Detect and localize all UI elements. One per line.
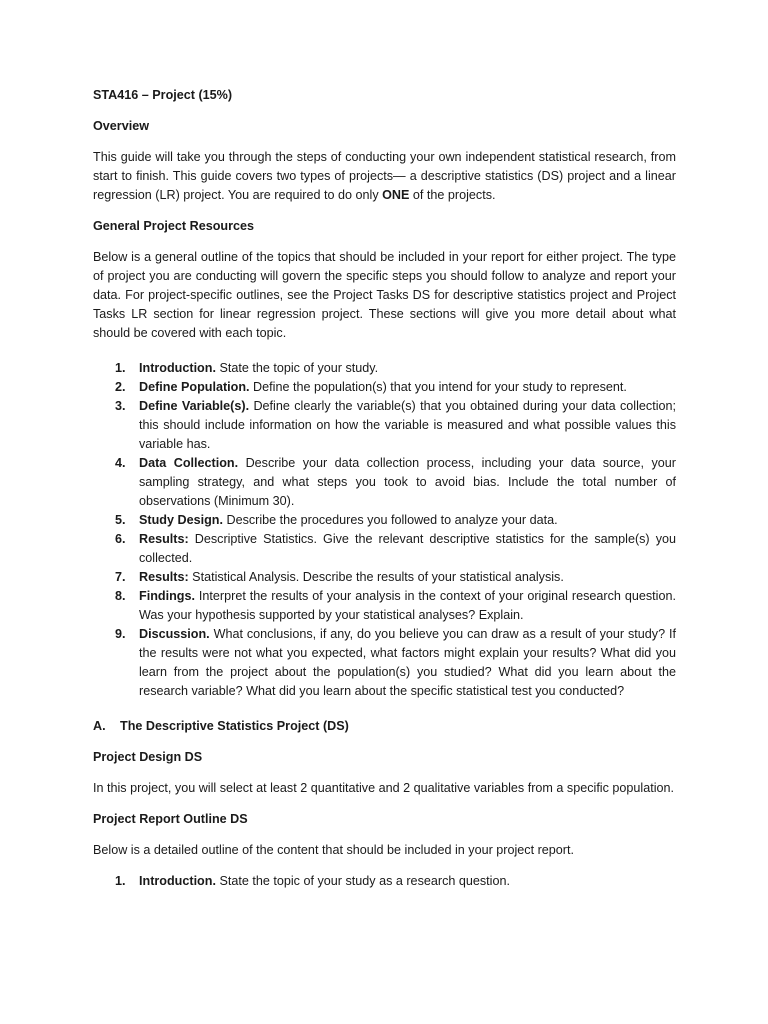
list-item-number: 3. bbox=[115, 399, 126, 413]
list-item-number: 5. bbox=[115, 513, 126, 527]
list-item-text: Describe the procedures you followed to analyze your data. bbox=[222, 513, 558, 527]
list-item-text: What conclusions, if any, do you believe you can draw as a result of your study? If the results were not what you expected, what factors might explain your results? What did you learn from the project about the population(s) you studied? What did you learn about the research variable? What did you learn about the specific statistical test you conducted? bbox=[139, 627, 676, 698]
list-item-label: Results: bbox=[139, 532, 189, 546]
list-item-text: Statistical Analysis. Describe the results of your statistical analysis. bbox=[188, 570, 564, 584]
list-item bbox=[93, 454, 676, 511]
outline-heading: Project Report Outline DS bbox=[93, 812, 248, 826]
resources-paragraph: Below is a general outline of the topics that should be included in your report for either project. The type of project you are conducting will govern the specific steps you should follow to analyze and report your data. For project-specific outlines, see the Project Tasks DS for descriptive statistics project and Project Tasks LR section for linear regression project. These sections will give you more detail about what should be covered with each topic. bbox=[93, 250, 676, 340]
list-item-number: 6. bbox=[115, 532, 126, 546]
section-a-title: The Descriptive Statistics Project (DS) bbox=[120, 719, 349, 733]
overview-heading: Overview bbox=[93, 119, 150, 133]
list-item-text: Descriptive Statistics. Give the relevant descriptive statistics for the sample(s) you collected. bbox=[139, 532, 676, 565]
list-item bbox=[93, 397, 676, 454]
overview-text-bold: ONE bbox=[382, 188, 410, 202]
list-item-number: 8. bbox=[115, 589, 126, 603]
list-item-text: Define the population(s) that you intend for your study to represent. bbox=[249, 380, 627, 394]
overview-paragraph bbox=[93, 148, 676, 205]
resources-heading: General Project Resources bbox=[93, 219, 254, 233]
list-item-text: State the topic of your study. bbox=[215, 361, 379, 375]
overview-text-b: of the projects. bbox=[409, 188, 496, 202]
document-title: STA416 – Project (15%) bbox=[93, 88, 233, 102]
list-item-number: 2. bbox=[115, 380, 126, 394]
list-item-label: Define Variable(s). bbox=[139, 399, 250, 413]
overview-text-a: This guide will take you through the steps of conducting your own independent statistical research, from start to finish. This guide covers two types of projects— a descriptive statistics (DS) project and a linear regression (LR) project. You are required to do only bbox=[93, 150, 676, 202]
list-item-label: Introduction. bbox=[139, 874, 216, 888]
list-item bbox=[93, 872, 676, 891]
list-item-text: Interpret the results of your analysis in the context of your original research question. Was your hypothesis supported by your statistical analyses? Explain. bbox=[139, 589, 676, 622]
list-item-number: 9. bbox=[115, 627, 126, 641]
list-item-number: 7. bbox=[115, 570, 126, 584]
list-item-label: Discussion. bbox=[139, 627, 210, 641]
list-item bbox=[93, 568, 676, 587]
section-a-letter: A. bbox=[93, 719, 106, 733]
section-a-heading bbox=[93, 717, 676, 736]
list-item-label: Study Design. bbox=[139, 513, 223, 527]
list-item bbox=[93, 359, 676, 378]
list-item bbox=[93, 625, 676, 701]
list-item bbox=[93, 530, 676, 568]
design-paragraph: In this project, you will select at least 2 quantitative and 2 qualitative variables from a specific population. bbox=[93, 781, 675, 795]
design-heading: Project Design DS bbox=[93, 750, 203, 764]
list-item-label: Introduction. bbox=[139, 361, 216, 375]
list-item-number: 1. bbox=[115, 361, 126, 375]
list-item bbox=[93, 587, 676, 625]
list-item bbox=[93, 378, 676, 397]
ds-outline-list bbox=[93, 872, 676, 891]
list-item-label: Findings. bbox=[139, 589, 195, 603]
list-item-label: Data Collection. bbox=[139, 456, 239, 470]
list-item-text: Define clearly the variable(s) that you obtained during your data collection; this should include information on how the variable is measured and what possible values this variable has. bbox=[139, 399, 677, 451]
list-item-label: Define Population. bbox=[139, 380, 250, 394]
list-item-label: Results: bbox=[139, 570, 189, 584]
outline-paragraph: Below is a detailed outline of the content that should be included in your project report. bbox=[93, 843, 574, 857]
list-item-number: 1. bbox=[115, 874, 126, 888]
list-item bbox=[93, 511, 676, 530]
list-item-number: 4. bbox=[115, 456, 126, 470]
general-outline-list bbox=[93, 359, 676, 701]
list-item-text: State the topic of your study as a research question. bbox=[215, 874, 510, 888]
list-item-text: Describe your data collection process, including your data source, your sampling strategy, and what steps you took to avoid bias. Include the total number of observations (Minimum 30). bbox=[139, 456, 676, 508]
